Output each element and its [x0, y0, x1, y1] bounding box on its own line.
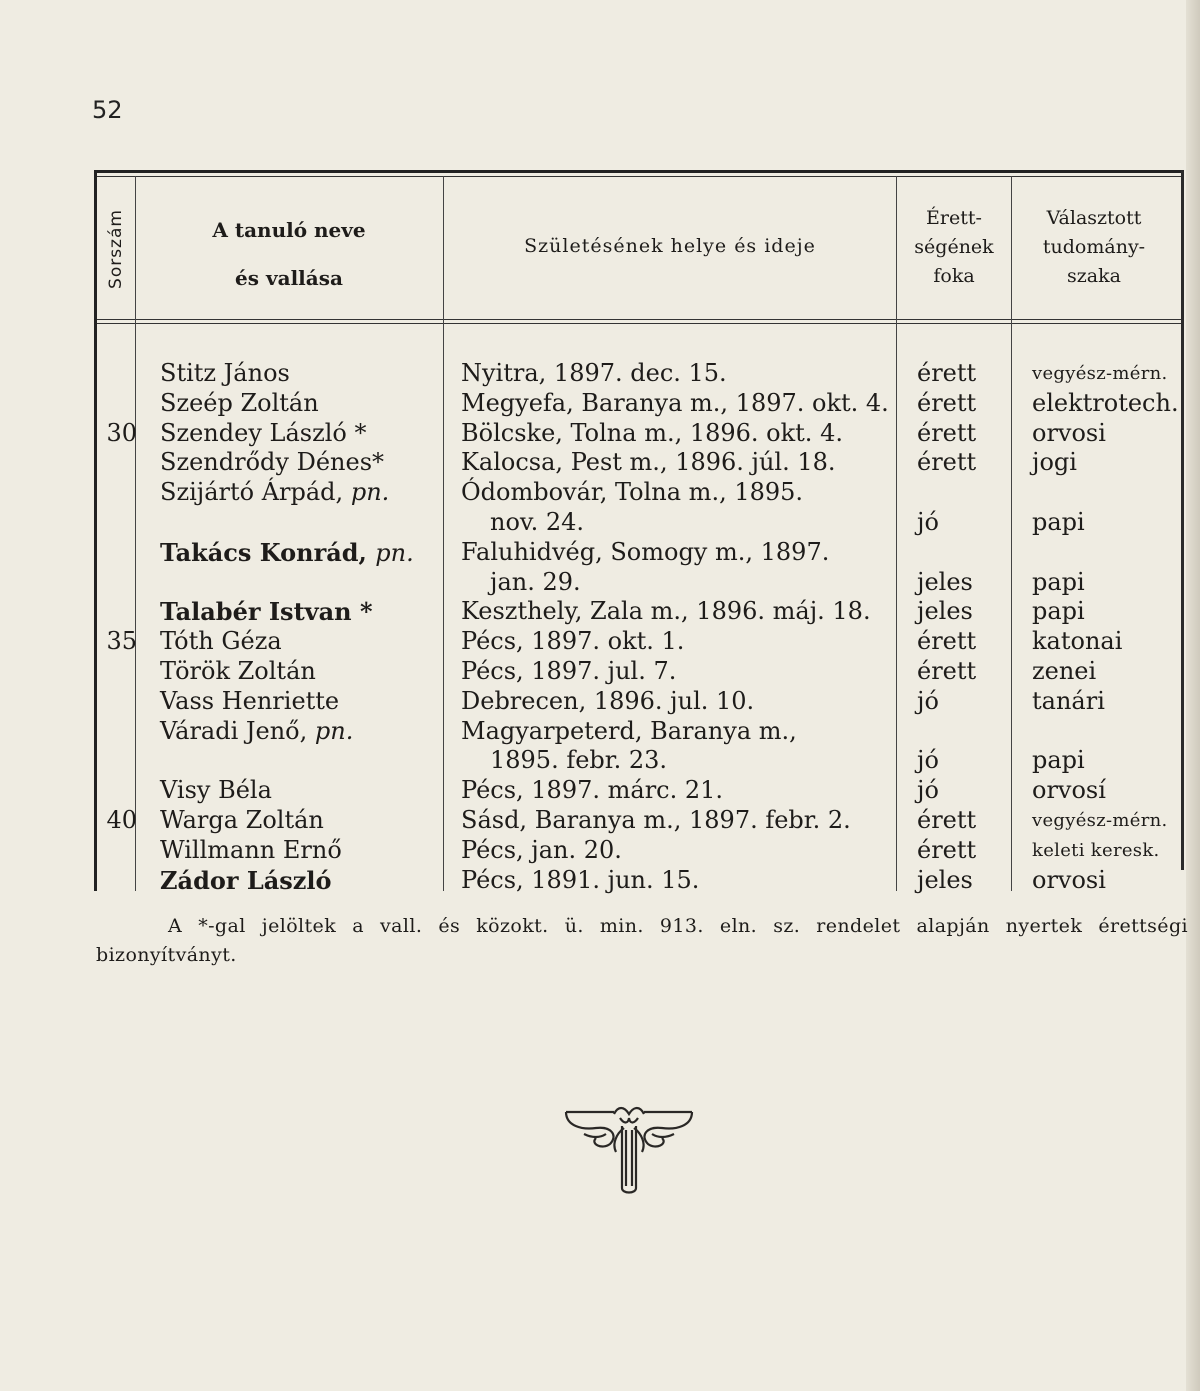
grade: érett	[917, 418, 977, 447]
birth-info: Pécs, 1897. okt. 1.	[461, 627, 685, 656]
header-bottom-rule-inner	[96, 323, 1184, 324]
table-body	[97, 359, 1187, 895]
table-row	[97, 836, 1187, 866]
student-name: Willmann Ernő	[160, 835, 342, 864]
header-student-name	[136, 206, 442, 302]
table-row	[97, 746, 1187, 776]
birth-info: 1895. febr. 23.	[490, 746, 668, 775]
student-name-text: Szijártó Árpád,	[160, 478, 344, 507]
student-name: Tóth Géza	[160, 627, 282, 656]
birth-info: Faluhidvég, Somogy m., 1897.	[461, 537, 830, 566]
student-name: Vass Henriette	[160, 686, 340, 715]
header-name-line2: és vallása	[235, 266, 343, 290]
table-top-rule-inner	[96, 176, 1184, 177]
grade: érett	[917, 656, 977, 685]
footnote: A *-gal jelöltek a vall. és közokt. ü. min. 913. eln. sz. rendelet alapján nyertek érettségi bizonyítványt.	[96, 915, 1188, 966]
header-grade-line1: Érett-	[926, 207, 982, 229]
grade: érett	[917, 627, 977, 656]
table-row	[97, 478, 1187, 508]
header-sorszam	[97, 182, 135, 316]
birth-info: Pécs, 1897. márc. 21.	[461, 776, 724, 805]
student-name: Zádor László	[160, 865, 332, 895]
grade: érett	[917, 359, 977, 387]
field: papi	[1032, 597, 1085, 626]
religion: pn.	[314, 716, 354, 745]
grade: érett	[917, 448, 977, 477]
birth-info: Kalocsa, Pest m., 1896. júl. 18.	[461, 448, 836, 477]
row-number: 40	[106, 805, 137, 834]
religion: pn.	[350, 478, 390, 507]
grade: érett	[917, 388, 977, 417]
student-name-text: Váradi Jenő,	[160, 716, 308, 745]
student-name: Szendrődy Dénes*	[160, 448, 385, 477]
birth-info: nov. 24.	[490, 507, 585, 536]
table-row	[97, 389, 1187, 419]
table-row	[97, 597, 1187, 627]
field: vegyész-mérn.	[1032, 363, 1168, 384]
grade: jó	[917, 776, 939, 805]
birth-info: Megyefa, Baranya m., 1897. okt. 4.	[461, 388, 889, 417]
student-name: Warga Zoltán	[160, 805, 324, 834]
table-top-rule	[96, 170, 1184, 173]
field: keleti keresk.	[1032, 839, 1160, 861]
header-grade	[897, 204, 1011, 291]
birth-info: Bölcske, Tolna m., 1896. okt. 4.	[461, 418, 843, 447]
table-row	[97, 657, 1187, 687]
table-row	[97, 448, 1187, 478]
header-sorszam-text: Sorszám	[106, 209, 127, 289]
ornament-icon	[562, 1104, 696, 1200]
field: papi	[1032, 507, 1085, 536]
field: tanári	[1032, 686, 1105, 715]
table-row	[97, 866, 1187, 896]
grade: jeles	[917, 865, 973, 894]
field: orvosi	[1032, 418, 1106, 447]
table-row	[97, 687, 1187, 717]
student-name	[160, 478, 389, 508]
header-chosen-field	[1012, 204, 1176, 291]
table-row	[97, 359, 1187, 389]
field: jogi	[1032, 448, 1077, 477]
header-grade-line3: foka	[933, 265, 975, 287]
birth-info: Pécs, 1897. jul. 7.	[461, 656, 677, 685]
grade: jó	[917, 507, 939, 536]
grade: jeles	[917, 567, 973, 596]
birth-info: jan. 29.	[490, 567, 581, 596]
table-row	[97, 568, 1187, 598]
field: papi	[1032, 567, 1085, 596]
birth-info: Keszthely, Zala m., 1896. máj. 18.	[461, 597, 871, 626]
page-number: 52	[92, 96, 123, 124]
grade: jó	[917, 746, 939, 775]
grade: érett	[917, 805, 977, 834]
field: orvosi	[1032, 865, 1106, 894]
header-name-line1: A tanuló neve	[212, 218, 366, 242]
grade: jó	[917, 686, 939, 715]
student-name: Stitz János	[160, 359, 290, 387]
student-name-text: Takács Konrád,	[160, 537, 367, 567]
birth-info: Sásd, Baranya m., 1897. febr. 2.	[461, 805, 851, 834]
student-name: Visy Béla	[160, 776, 272, 805]
table-row	[97, 538, 1187, 568]
religion: pn.	[375, 538, 414, 567]
student-name: Szeép Zoltán	[160, 388, 319, 417]
grade: érett	[917, 835, 977, 864]
header-grade-line2: ségének	[914, 236, 994, 258]
header-field-line3: szaka	[1067, 265, 1121, 287]
table-row	[97, 508, 1187, 538]
header-bottom-rule	[96, 319, 1184, 320]
student-name	[160, 717, 353, 747]
student-name: Szendey László *	[160, 418, 367, 447]
field: zenei	[1032, 656, 1097, 685]
table-row	[97, 717, 1187, 747]
field: vegyész-mérn.	[1032, 809, 1168, 831]
birth-info: Pécs, 1891. jun. 15.	[461, 865, 700, 894]
table-row	[97, 627, 1187, 657]
birth-info: Debrecen, 1896. jul. 10.	[461, 686, 755, 715]
birth-info: Nyitra, 1897. dec. 15.	[461, 359, 727, 387]
birth-info: Pécs, jan. 20.	[461, 835, 622, 864]
row-number: 35	[106, 627, 137, 656]
student-name: Török Zoltán	[160, 656, 316, 685]
field: papi	[1032, 746, 1085, 775]
row-number: 30	[106, 418, 137, 447]
header-field-line2: tudomány-	[1042, 236, 1146, 258]
student-name	[160, 538, 414, 569]
student-name: Talabér Istvan *	[160, 597, 373, 627]
birth-info: Magyarpeterd, Baranya m.,	[461, 716, 797, 745]
header-birth-place-date: Születésének helye és ideje	[524, 235, 816, 257]
table-row	[97, 419, 1187, 449]
field: orvosí	[1032, 776, 1106, 805]
page-edge	[1186, 0, 1200, 1391]
birth-info: Ódombovár, Tolna m., 1895.	[461, 478, 804, 507]
table-row	[97, 806, 1187, 836]
grade: jeles	[917, 597, 973, 626]
header-field-line1: Választott	[1046, 207, 1142, 229]
field: katonai	[1032, 627, 1123, 656]
table-row	[97, 776, 1187, 806]
field: elektrotech.	[1032, 388, 1179, 417]
